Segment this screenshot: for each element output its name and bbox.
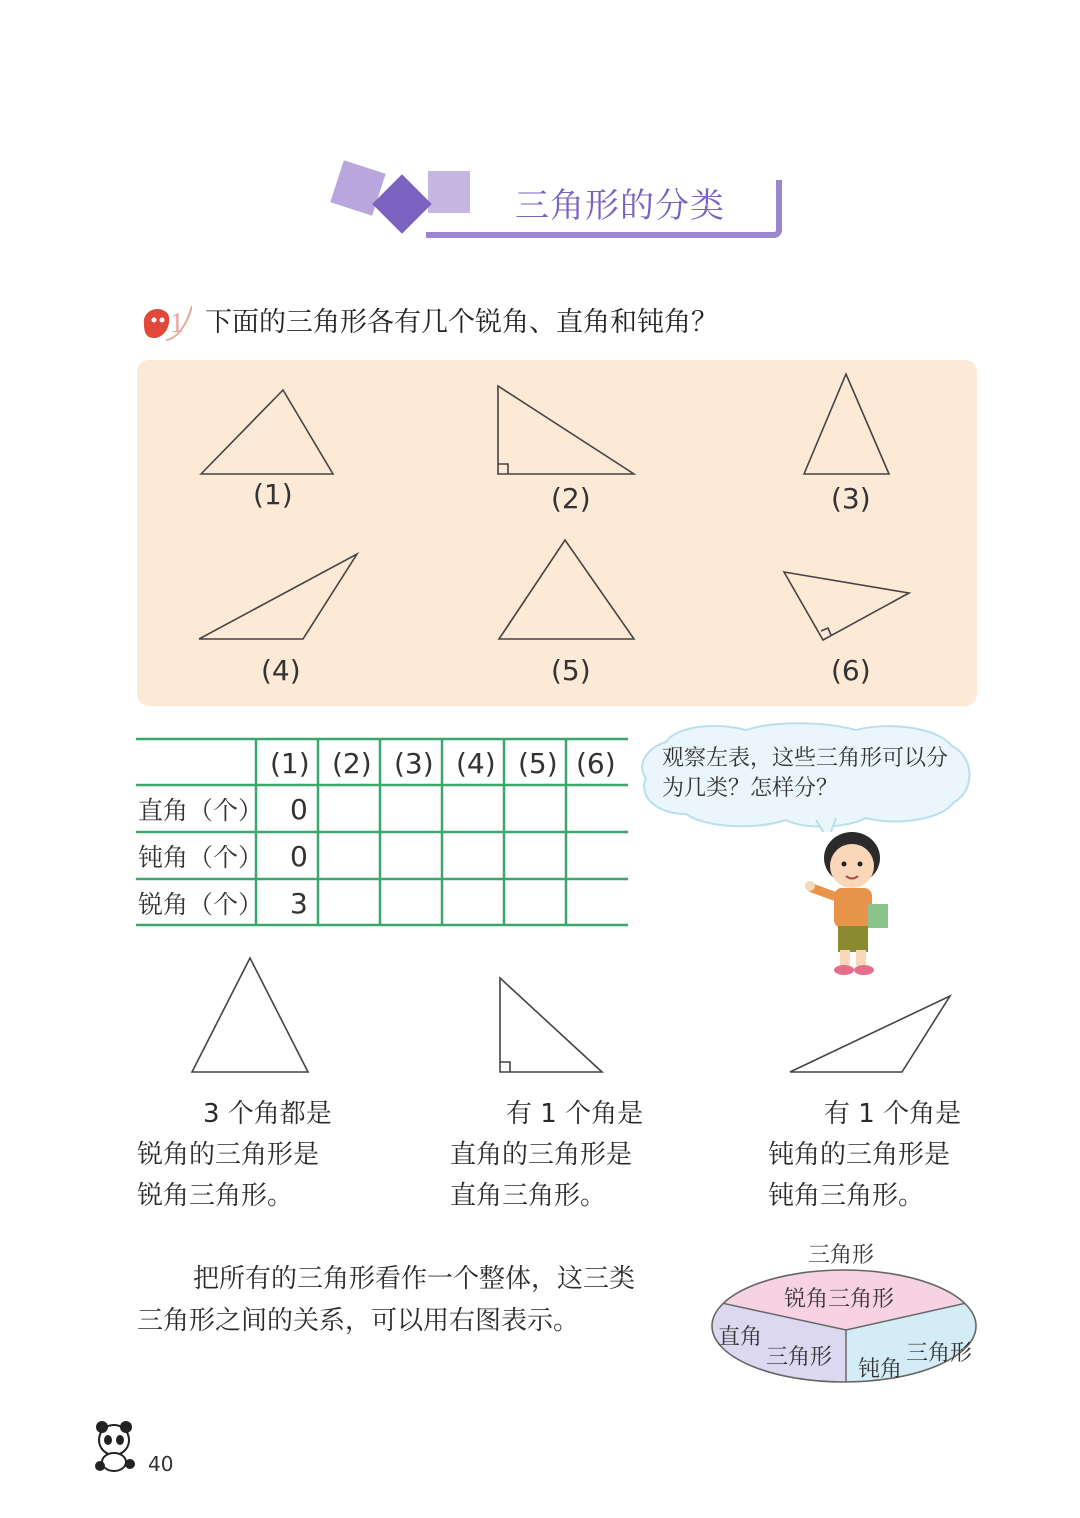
table-row-label: 钝角（个）: [138, 843, 264, 872]
question-number-icon: [136, 300, 192, 344]
page-title: 三角形的分类: [515, 186, 725, 226]
table-header: (1): [270, 747, 310, 780]
table-header: (4): [456, 747, 496, 780]
panda-icon: [90, 1418, 140, 1474]
table-row-label: 直角（个）: [138, 796, 264, 825]
right-triangle: [500, 978, 602, 1072]
triangle-2: [498, 386, 634, 474]
table-header: (3): [394, 747, 434, 780]
diagram-label-right: 直角: [718, 1325, 763, 1350]
diagram-label-acute: 锐角三角形: [784, 1287, 895, 1312]
question-number: 1: [170, 308, 184, 339]
table-cell: 3: [290, 887, 308, 920]
triangle-label: (3): [831, 482, 871, 515]
triangle-classification-diagram: [708, 1264, 980, 1394]
table-cell: 0: [290, 840, 308, 873]
triangle-5: [499, 540, 634, 639]
right-angle-mark: [500, 1062, 510, 1072]
diagram-label-obtuse: 钝角: [858, 1357, 903, 1382]
obtuse-triangle-definition: 有 1 个角是 钝角的三角形是 钝角三角形。: [768, 1099, 962, 1211]
angle-count-table: [130, 735, 630, 935]
table-header: (5): [518, 747, 558, 780]
right-triangle-definition: 有 1 个角是 直角的三角形是 直角三角形。: [450, 1099, 644, 1211]
summary-text: 把所有的三角形看作一个整体，这三类 三角形之间的关系，可以用右图表示。: [137, 1264, 636, 1336]
triangle-label: (1): [253, 478, 293, 511]
table-header: (2): [332, 747, 372, 780]
triangle-label: (2): [551, 482, 591, 515]
table-header: (6): [576, 747, 616, 780]
triangle-label: (5): [551, 654, 591, 687]
diagram-title: 三角形: [808, 1243, 875, 1268]
diagram-label-obtuse: 三角形: [906, 1341, 973, 1366]
acute-triangle-definition: 3 个角都是 锐角的三角形是 锐角三角形。: [137, 1099, 332, 1211]
triangle-label: (6): [831, 654, 871, 687]
triangle-label: (4): [261, 654, 301, 687]
triangle-3: [804, 374, 889, 474]
question-text: 下面的三角形各有几个锐角、直角和钝角？: [205, 307, 718, 338]
triangle-1: [201, 390, 333, 474]
triangle-6: [784, 572, 909, 640]
speech-bubble-text: 观察左表，这些三角形可以分为几类？怎样分？: [662, 746, 949, 801]
right-angle-mark: [498, 464, 508, 474]
page-number: 40: [148, 1452, 174, 1476]
acute-triangle: [192, 958, 308, 1072]
table-cell: 0: [290, 793, 308, 826]
category-triangles-figure: [180, 950, 980, 1080]
table-row-label: 锐角（个）: [138, 890, 264, 919]
obtuse-triangle: [790, 996, 950, 1072]
triangles-figure: [137, 360, 977, 706]
triangle-4: [199, 554, 357, 639]
right-angle-mark: [821, 628, 831, 635]
diagram-label-right: 三角形: [766, 1345, 833, 1370]
triangles-panel: [137, 360, 977, 706]
